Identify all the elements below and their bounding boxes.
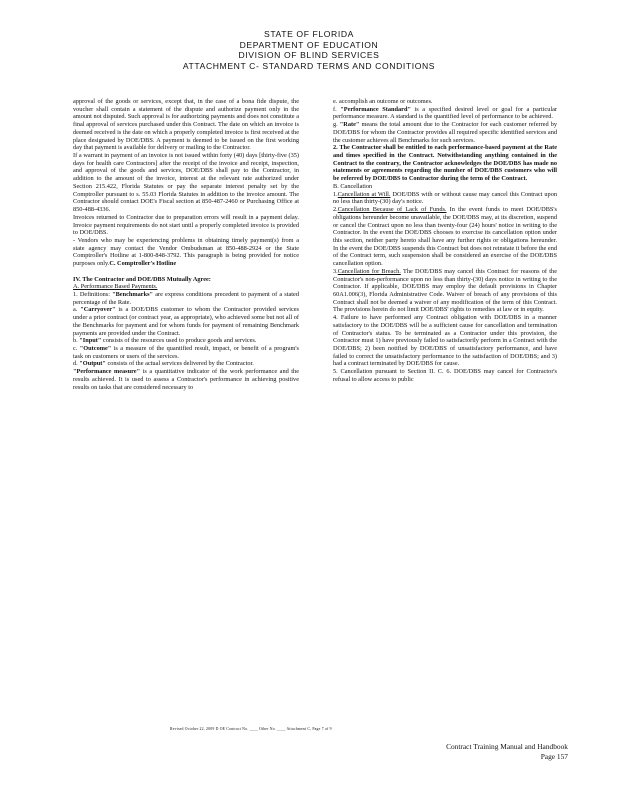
paragraph: [73, 276, 299, 284]
paragraph-bold: "Benchmarks": [112, 290, 154, 298]
paragraph-t: If a warrant in payment of an invoice is not issued within forty (40) days [thirty-five (35) days for health care Contractors] after the receipt of the invoice and receipt, inspection, and approval of the goods and services, DOE/DBS shall pay to the Contractor, in addition to the amount of the invoice, interest at the relevant rate authorized under Section 215.422, Florida Statutes or pay the separate interest penalty set by the Comptroller pursuant to s. 55.03 Florida Statutes in addition to the invoice amount. The Contractor should contact DOE's Fiscal section at 850-487-2460 or Purchasing Office at 850-488-4336.: [73, 152, 299, 214]
paragraph-t: 1. Definitions:: [73, 290, 113, 298]
paragraph: [73, 214, 299, 237]
paragraph-t: B. Cancellation: [333, 182, 373, 190]
paragraph: [333, 206, 557, 268]
header-attachment-title: ATTACHMENT C- STANDARD TERMS AND CONDITIONS: [182, 60, 436, 71]
paragraph: [73, 152, 299, 214]
left-text-column: [73, 98, 299, 391]
paragraph: [333, 98, 557, 106]
paragraph-t: d.: [73, 360, 80, 368]
header-department: DEPARTMENT OF EDUCATION: [239, 39, 379, 50]
paragraph-t: 2.: [333, 206, 338, 214]
paragraph-t: - Vendors who may be experiencing problems in obtaining timely payment(s) from a state agency may contact the Vendor Ombudsman at 850-488-2924 or the State Comptroller's Hotline at 1-800-848-3792. This paragraph is being provided for notice purposes only.: [73, 236, 299, 268]
paragraph-bold: "Input": [79, 337, 102, 345]
paragraph-under: A. Performance Based Payments.: [73, 283, 158, 291]
header-state: STATE OF FLORIDA: [264, 29, 354, 39]
paragraph: [73, 306, 299, 337]
document-header: [0, 29, 618, 71]
paragraph: [73, 345, 299, 360]
paragraph-t2: DOE/DBS with or without cause may cancel this Contract upon no less than thirty-(30) day's notice.: [333, 190, 557, 206]
paragraph: [333, 144, 557, 183]
paragraph-t: 5. Cancellation pursuant to Section II. C. 6. DOE/DBS may cancel for Contractor's refusal to allow access to public: [333, 368, 557, 383]
paragraph: [73, 368, 299, 391]
paragraph: [73, 283, 299, 291]
paragraph: [333, 268, 557, 314]
paragraph-t2: In the event funds to meet DOE/DBS's obligations hereunder become unavailable, the DOE/DBS may, at its discretion, suspend or cancel the Contract upon no less than twenty-four (24) hours' notice in writing to the Contractor. In the event the DOE/DBS chooses to exercise its cancellation option under this section, neither party hereto shall have any further rights or obligations hereunder. In the event the DOE/DBS suspends this Contract but does not reinstate it before the end of the Contract term, such suspension shall be considered an exercise of the DOE/DBS cancellation option.: [333, 206, 557, 268]
paragraph-t2: are express conditions precedent to payment of a stated percentage of the Rate.: [73, 290, 299, 306]
paragraph-t: c.: [73, 344, 80, 352]
paragraph-t: 3.: [333, 267, 338, 275]
paragraph-t: g.: [333, 121, 340, 129]
paragraph-bold: 2. The Contractor shall be entitled to each performance-based payment at the Rate and times specified in the Contract. Notwithstanding anything contained in the Contract to the contrary, the Contractor acknowledges the DOE/DBS has made no statements or agreements regarding the number of DOE/DBS customers who will be referred by DOE/DBS to Contractor during the term of the Contract.: [333, 144, 557, 183]
revision-line: Revised October 22, 2009 D OE Contract No. ____ Other No. ____ Attachment C, Page 7 of 9: [170, 727, 332, 731]
paragraph-t: 1.: [333, 190, 338, 198]
paragraph-bold: "Carryover": [80, 306, 116, 314]
paragraph: [73, 98, 299, 152]
paragraph: [333, 191, 557, 206]
paragraph-t2: is a quantitative indicator of the work performance and the results achieved. It is used to assess a Contractor's performance in achieving positive results on tasks that are considered necessary to: [73, 368, 299, 391]
header-division: DIVISION OF BLIND SERVICES: [238, 50, 380, 61]
footer-manual-title: Contract Training Manual and Handbook: [446, 742, 568, 751]
paragraph: [73, 291, 299, 306]
paragraph: [333, 368, 557, 383]
paragraph: [73, 337, 299, 345]
paragraph-t2: means the total amount due to the Contractor for each customer referred by DOE/DBS for whom the Contractor provides all required specific identified services and the customer achieves all Benchmarks for such services.: [333, 121, 558, 144]
paragraph: [333, 314, 557, 368]
paragraph-t: approval of the goods or services, except that, in the case of a bona fide dispute, the voucher shall contain a statement of the dispute and authorize payment only in the amount not disputed. Such approval is for authorizing payments and does not constitute a final approval of services purchased under this Contract. The date on which an invoice is deemed received is the date on which a properly completed invoice is first received at the place designated by DOE/DBS. A payment is deemed to be issued on the first working day that payment is available for delivery or mailing to the Contractor.: [73, 98, 299, 152]
paragraph-gap: [73, 268, 299, 276]
paragraph-t: f.: [333, 105, 341, 113]
paragraph-bold: "Output": [79, 360, 106, 368]
paragraph-under: Cancellation at Will.: [337, 190, 391, 198]
paragraph-t2: The DOE/DBS may cancel this Contract for reasons of the Contractor's non-performance upon no less than thirty-(30) days notice in writing to the Contractor. If applicable, DOE/DBS may employ the default provisions in Chapter 60A1.006(3), Florida Administrative Code. Waiver of breach of any provisions of this Contract shall not be deemed a waiver of any modification of the term of this Contract. The provisions herein do not limit DOE/DBS' rights to remedies at law or in equity.: [333, 267, 557, 314]
footer-page-number: Page 157: [540, 752, 568, 761]
paragraph-t: b.: [73, 337, 80, 345]
paragraph-t: e. accomplish an outcome or outcomes.: [333, 98, 433, 105]
paragraph-t2: consists of the actual services delivered by the Contractor.: [105, 360, 254, 368]
paragraph-t2: is a DOE/DBS customer to whom the Contractor provided services under a prior contract (or contract year, as appropriate), who achieved some but not all of the Benchmarks for payment and for whom funds for payment of remaining Benchmark payments are provided under the Contract.: [73, 306, 299, 337]
paragraph-bold: "Performance measure": [73, 368, 141, 376]
paragraph-bold: "Rate": [339, 121, 360, 129]
paragraph-bold: "Outcome": [79, 344, 112, 352]
paragraph-under: Cancellation Because of Lack of Funds.: [337, 206, 447, 214]
right-text-column: [333, 98, 557, 384]
paragraph: [73, 360, 299, 368]
paragraph: [333, 121, 557, 144]
paragraph: [333, 106, 557, 121]
paragraph-t: 4. Failure to have performed any Contract obligation with DOE/DBS in a manner satisfactory to the DOE/DBS will be a sufficient cause for cancellation and termination of Contractor's status. To be terminated as a Contractor under this provision, the Contractor must 1) have previously failed to satisfactorily perform in a Contract with the DOE/DBS; 2) been notified by DOE/DBS of unsatisfactory performance, and have failed to correct the unsatisfactory performance to the satisfaction of DOE/DBS; and 3) had a contract terminated by DOE/DBS for cause.: [333, 314, 557, 368]
paragraph-t2: is a specified desired level or goal for a particular performance measure. A standard is the quantified level of performance to be achieved.: [333, 105, 558, 121]
paragraph: [333, 183, 557, 191]
paragraph-under: Cancellation for Breach.: [337, 267, 401, 275]
paragraph-t: a.: [73, 306, 81, 314]
paragraph-t2: consists of the resources used to produce goods and services.: [101, 337, 257, 345]
paragraph-t2: is a measure of the quantified result, impact, or benefit of a program's task on customers or users of the services.: [73, 344, 299, 360]
paragraph-t: Invoices returned to Contractor due to preparation errors will result in a payment delay. Invoice payment requirements do not start until a properly completed invoice is provided to DOE/DBS.: [73, 213, 299, 237]
paragraph-bold: C. Comptroller's Hotline: [109, 260, 177, 268]
paragraph-bold: IV. The Contractor and DOE/DBS Mutually Agree:: [73, 275, 211, 283]
paragraph-bold: "Performance Standard": [340, 105, 411, 113]
paragraph: [73, 237, 299, 268]
